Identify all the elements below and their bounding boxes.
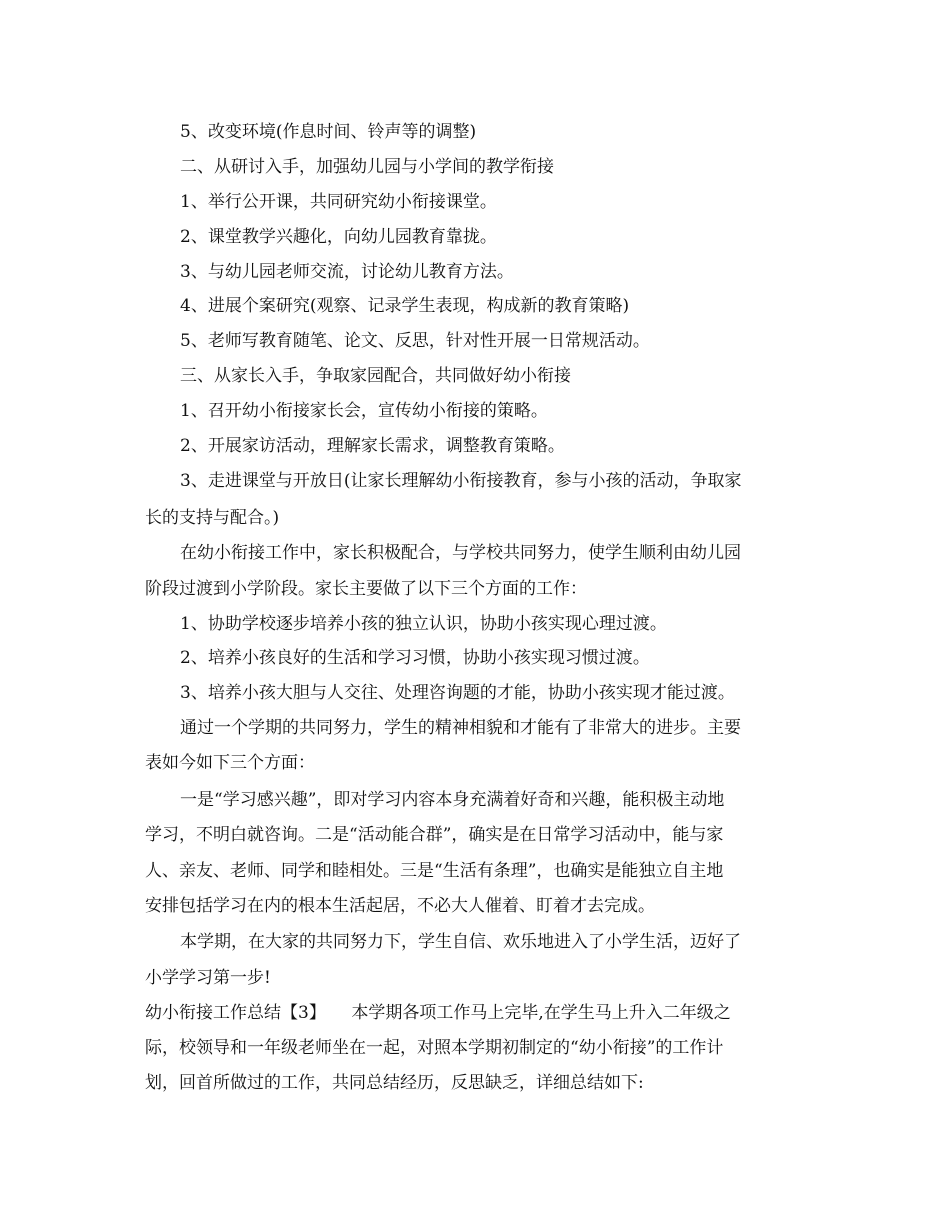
text-line: 1、协助学校逐步培养小孩的独立认识，协助小孩实现心理过渡。 [180, 614, 667, 634]
section-title-line: 幼小衔接工作总结【3】 本学期各项工作马上完毕,在学生马上升入二年级之 [145, 1003, 731, 1023]
text-line: 表如今如下三个方面： [145, 753, 315, 773]
text-line: 2、培养小孩良好的生活和学习习惯，协助小孩实现习惯过渡。 [180, 648, 650, 668]
text-line: 学习，不明白就咨询。二是“活动能合群”，确实是在日常学习活动中，能与家 [145, 825, 724, 845]
text-line: 划，回首所做过的工作，共同总结经历，反思缺乏，详细总结如下: [145, 1073, 644, 1093]
text-line: 2、课堂教学兴趣化，向幼儿园教育靠拢。 [180, 227, 497, 247]
text-line: 3、培养小孩大胆与人交往、处理咨询题的才能，协助小孩实现才能过渡。 [180, 683, 735, 703]
text-line: 4、进展个案研究(观察、记录学生表现，构成新的教育策略) [180, 296, 630, 316]
text-line: 小学学习第一步! [145, 968, 271, 988]
text-line: 长的支持与配合。) [145, 508, 280, 528]
text-line: 1、召开幼小衔接家长会，宣传幼小衔接的策略。 [180, 401, 548, 421]
text-line: 安排包括学习在内的根本生活起居，不必大人催着、盯着才去完成。 [145, 896, 655, 916]
text-line: 人、亲友、老师、同学和睦相处。三是“生活有条理”，也确实是能独立自主地 [145, 861, 724, 881]
text-line: 2、开展家访活动，理解家长需求，调整教育策略。 [180, 436, 565, 456]
section-heading: 二、从研讨入手，加强幼儿园与小学间的教学衔接 [180, 157, 554, 177]
text-line: 1、举行公开课，共同研究幼小衔接课堂。 [180, 192, 497, 212]
text-line: 际，校领导和一年级老师坐在一起，对照本学期初制定的“幼小衔接”的工作计 [145, 1038, 724, 1058]
text-line: 3、走进课堂与开放日(让家长理解幼小衔接教育，参与小孩的活动，争取家 [180, 471, 742, 491]
text-line: 3、与幼儿园老师交流，讨论幼儿教育方法。 [180, 262, 514, 282]
text-line: 一是“学习感兴趣”，即对学习内容本身充满着好奇和兴趣，能积极主动地 [180, 790, 725, 810]
text-line: 5、改变环境(作息时间、铃声等的调整) [180, 122, 477, 142]
text-line: 5、老师写教育随笔、论文、反思，针对性开展一日常规活动。 [180, 331, 650, 351]
section-heading: 三、从家长入手，争取家园配合，共同做好幼小衔接 [180, 366, 571, 386]
text-line: 通过一个学期的共同努力，学生的精神相貌和才能有了非常大的进步。主要 [180, 718, 741, 738]
text-line: 本学期，在大家的共同努力下，学生自信、欢乐地进入了小学生活，迈好了 [180, 932, 741, 952]
text-line: 阶段过渡到小学阶段。家长主要做了以下三个方面的工作： [145, 579, 587, 599]
text-line: 在幼小衔接工作中，家长积极配合，与学校共同努力，使学生顺利由幼儿园 [180, 543, 741, 563]
